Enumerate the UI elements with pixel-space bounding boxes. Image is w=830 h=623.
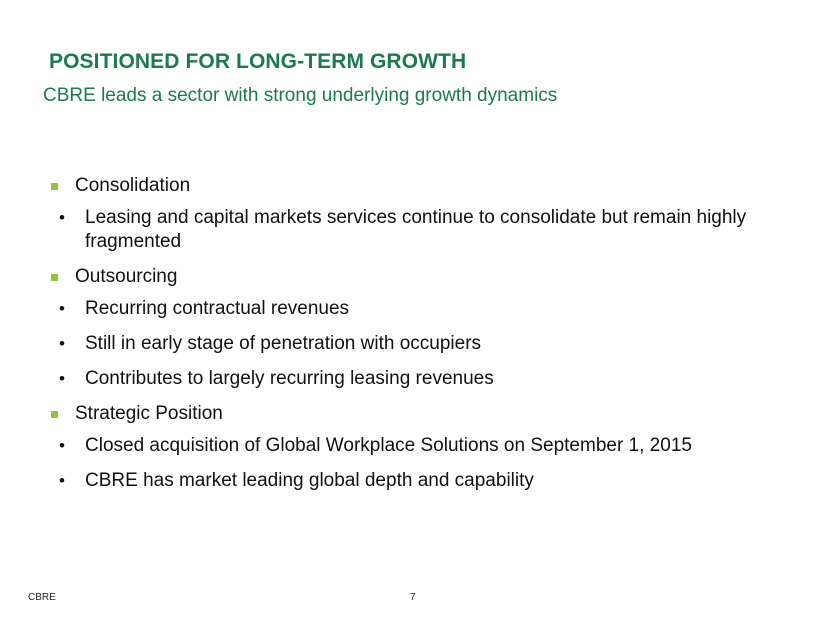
bullet-text: Closed acquisition of Global Workplace Solutions on September 1, 2015 <box>85 435 692 456</box>
sub-bullet-item <box>0 469 830 493</box>
slide-title: POSITIONED FOR LONG-TERM GROWTH <box>49 50 467 73</box>
bullet-text: Strategic Position <box>75 403 223 424</box>
page-number: 7 <box>410 592 416 603</box>
bullet-text: Outsourcing <box>75 266 178 287</box>
round-bullet-icon: • <box>59 334 65 353</box>
slide-subtitle: CBRE leads a sector with strong underlying growth dynamics <box>43 85 558 106</box>
round-bullet-icon: • <box>59 299 65 318</box>
round-bullet-icon: • <box>59 436 65 455</box>
sub-bullet-item <box>0 434 830 458</box>
bullet-item-strategic-position <box>0 402 830 426</box>
bullet-text: CBRE has market leading global depth and capability <box>85 470 534 491</box>
sub-bullet-item <box>0 206 830 254</box>
round-bullet-icon: • <box>59 369 65 388</box>
round-bullet-icon: • <box>59 208 65 227</box>
bullet-item-consolidation <box>0 174 830 198</box>
sub-bullet-item <box>0 332 830 356</box>
bullet-text: Recurring contractual revenues <box>85 298 350 319</box>
green-square-bullet-icon <box>51 274 58 281</box>
green-square-bullet-icon <box>51 411 58 418</box>
bullet-text: Consolidation <box>75 175 191 196</box>
sub-bullet-item <box>0 297 830 321</box>
bullet-text: Contributes to largely recurring leasing revenues <box>85 368 494 389</box>
bullet-text: Leasing and capital markets services continue to consolidate but remain highly fragmented <box>85 207 747 252</box>
sub-bullet-item <box>0 367 830 391</box>
bullet-text: Still in early stage of penetration with occupiers <box>85 333 482 354</box>
round-bullet-icon: • <box>59 471 65 490</box>
bullet-list <box>0 174 830 504</box>
bullet-item-outsourcing <box>0 265 830 289</box>
footer-brand: CBRE <box>28 592 56 603</box>
green-square-bullet-icon <box>51 183 58 190</box>
